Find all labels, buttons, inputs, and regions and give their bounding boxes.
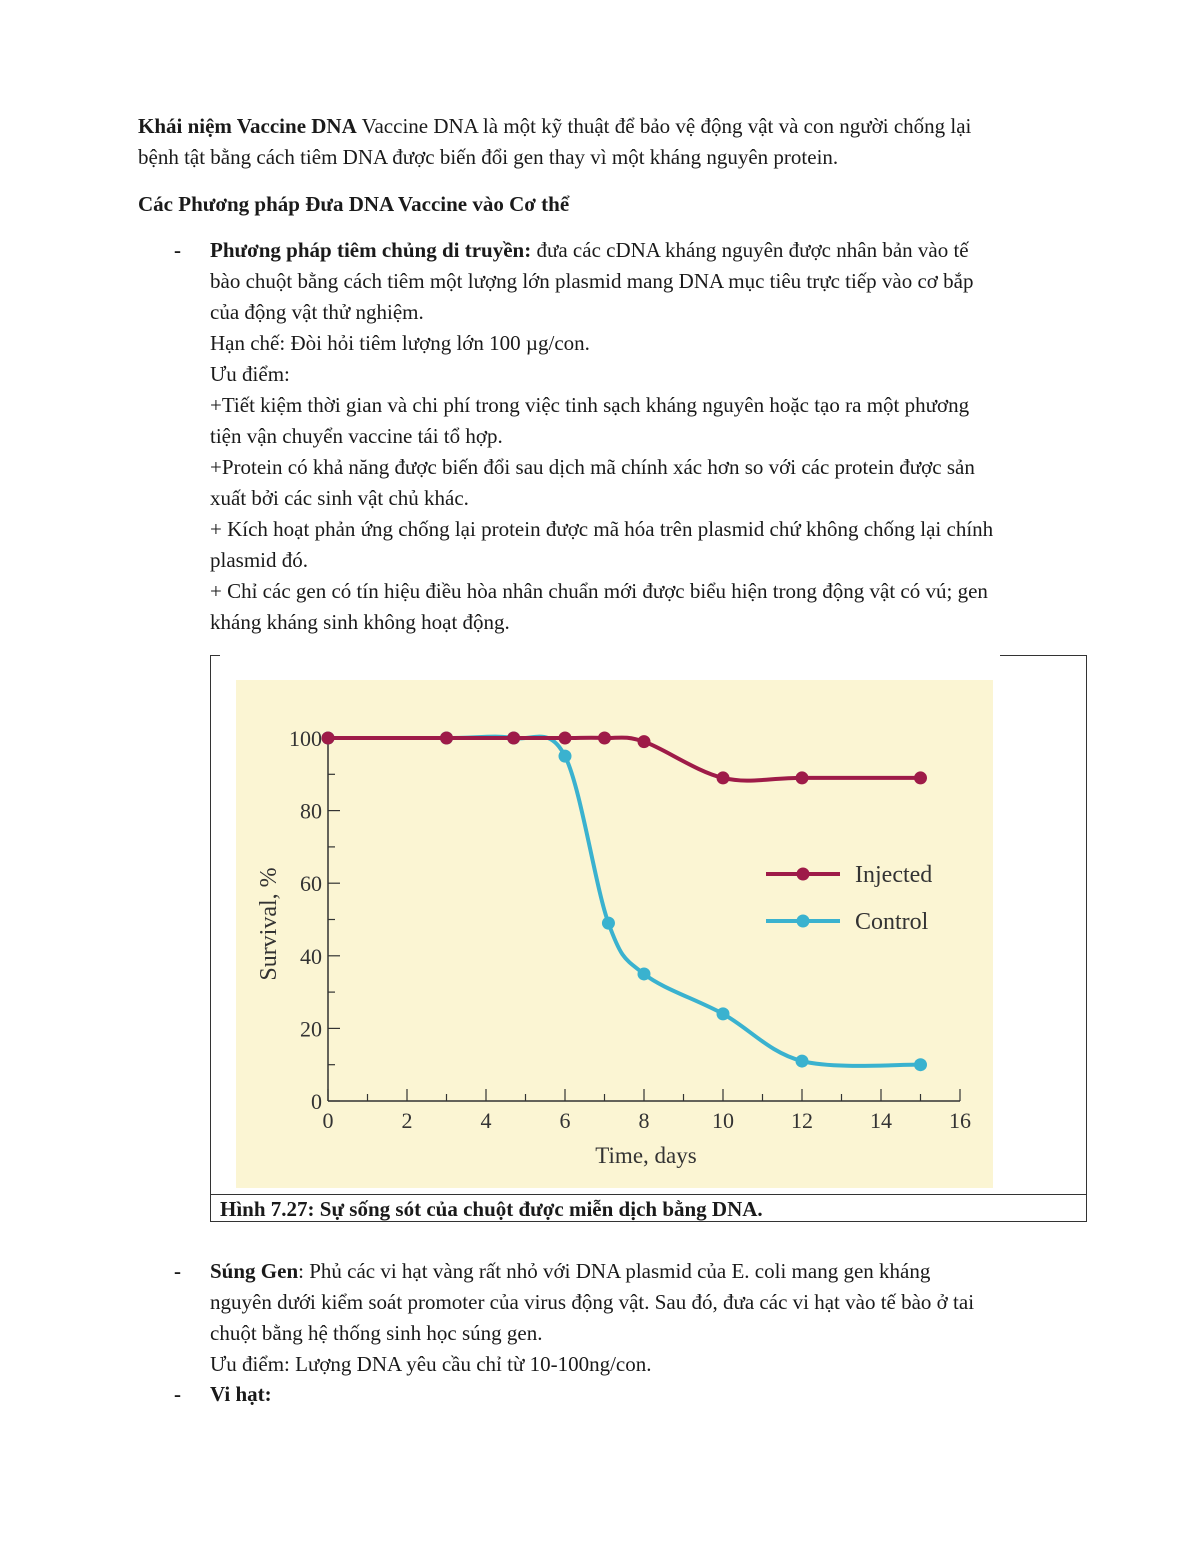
x-tick-label: 4 <box>480 1108 492 1133</box>
injected-data-point <box>638 735 651 748</box>
control-data-point <box>638 967 651 980</box>
control-data-point <box>796 1055 809 1068</box>
survival-chart <box>236 680 993 1188</box>
intro-paragraph <box>138 111 1088 173</box>
injected-data-point <box>598 732 611 745</box>
y-tick-label: 0 <box>311 1089 322 1114</box>
method2-line: : Phủ các vi hạt vàng rất nhỏ với DNA plasmid của E. coli mang gen kháng <box>298 1259 931 1283</box>
method1-limitation: Hạn chế: Đòi hỏi tiêm lượng lớn 100 µg/con. <box>210 331 590 355</box>
method1-line: đưa các cDNA kháng nguyên được nhân bản vào tế <box>536 238 969 262</box>
injected-legend-label: Injected <box>855 862 933 888</box>
method-genetic-immunization <box>210 235 1090 638</box>
figure-frame-top-left <box>210 655 220 656</box>
y-tick-label: 20 <box>300 1016 322 1042</box>
x-tick-label: 2 <box>401 1108 413 1133</box>
injected-data-point <box>796 771 809 784</box>
figure-caption: Hình 7.27: Sự sống sót của chuột được miễn dịch bằng DNA. <box>210 1194 1087 1222</box>
injected-data-point <box>507 732 520 745</box>
control-data-point <box>559 750 572 763</box>
method2-title: Súng Gen <box>210 1259 299 1283</box>
x-tick-label: 12 <box>791 1108 813 1133</box>
method1-advantages-label: Ưu điểm: <box>210 362 290 386</box>
intro-term: Khái niệm Vaccine DNA <box>138 114 357 138</box>
injected-data-point <box>440 732 453 745</box>
figure-frame-top-right <box>1000 655 1087 656</box>
x-tick-label: 10 <box>712 1108 734 1133</box>
method1-line: plasmid đó. <box>210 548 308 572</box>
y-axis-label: Survival, % <box>256 867 282 981</box>
injected-data-point <box>322 732 335 745</box>
y-tick-label: 80 <box>300 798 322 824</box>
x-tick-label: 8 <box>638 1108 650 1133</box>
section-heading: Các Phương pháp Đưa DNA Vaccine vào Cơ thể <box>138 192 570 216</box>
method1-line: của động vật thử nghiệm. <box>210 300 424 324</box>
method1-line: +Tiết kiệm thời gian và chi phí trong việc tinh sạch kháng nguyên hoặc tạo ra một phương <box>210 393 970 417</box>
x-tick-label: 14 <box>870 1108 892 1133</box>
method1-line: + Chỉ các gen có tín hiệu điều hòa nhân chuẩn mới được biểu hiện trong động vật có vú; gen <box>210 579 988 603</box>
control-legend-label: Control <box>855 909 929 935</box>
x-axis-label: Time, days <box>595 1143 697 1168</box>
x-tick-label: 6 <box>559 1108 571 1133</box>
control-data-point <box>602 917 615 930</box>
control-data-point <box>914 1058 927 1071</box>
method-microparticles <box>210 1379 1090 1410</box>
control-legend-marker <box>797 915 810 928</box>
x-tick-label: 16 <box>949 1108 971 1133</box>
method1-line: tiện vận chuyển vaccine tái tổ hợp. <box>210 424 503 448</box>
y-tick-label: 40 <box>300 943 322 969</box>
x-tick-label: 0 <box>322 1108 334 1133</box>
bullet-marker: - <box>174 238 181 262</box>
method1-title: Phương pháp tiêm chủng di truyền: <box>210 238 532 262</box>
method2-advantage: Ưu điểm: Lượng DNA yêu cầu chỉ từ 10-100ng/con. <box>210 1352 652 1376</box>
injected-data-point <box>914 771 927 784</box>
injected-legend-marker <box>797 868 810 881</box>
injected-data-point <box>717 771 730 784</box>
intro-line-1: Vaccine DNA là một kỹ thuật để bảo vệ động vật và con người chống lại <box>361 114 972 138</box>
method1-line: +Protein có khả năng được biến đổi sau dịch mã chính xác hơn so với các protein được sản <box>210 455 975 479</box>
injected-data-point <box>559 732 572 745</box>
y-tick-label: 60 <box>300 871 322 897</box>
method1-line: bào chuột bằng cách tiêm một lượng lớn plasmid mang DNA mục tiêu trực tiếp vào cơ bắp <box>210 269 974 293</box>
bullet-marker: - <box>174 1382 181 1406</box>
method3-title: Vi hạt: <box>210 1382 272 1406</box>
method1-line: kháng kháng sinh không hoạt động. <box>210 610 510 634</box>
control-data-point <box>717 1007 730 1020</box>
method1-line: + Kích hoạt phản ứng chống lại protein được mã hóa trên plasmid chứ không chống lại chính <box>210 517 994 541</box>
intro-line-2: bệnh tật bằng cách tiêm DNA được biến đổi gen thay vì một kháng nguyên protein. <box>138 145 839 169</box>
method2-line: nguyên dưới kiểm soát promoter của virus động vật. Sau đó, đưa các vi hạt vào tế bào ở tai <box>210 1290 975 1314</box>
bullet-marker: - <box>174 1259 181 1283</box>
method2-line: chuột bằng hệ thống sinh học súng gen. <box>210 1321 543 1345</box>
y-tick-label: 100 <box>289 726 322 751</box>
method1-line: xuất bởi các sinh vật chủ khác. <box>210 486 469 510</box>
method-gene-gun <box>210 1256 1090 1380</box>
